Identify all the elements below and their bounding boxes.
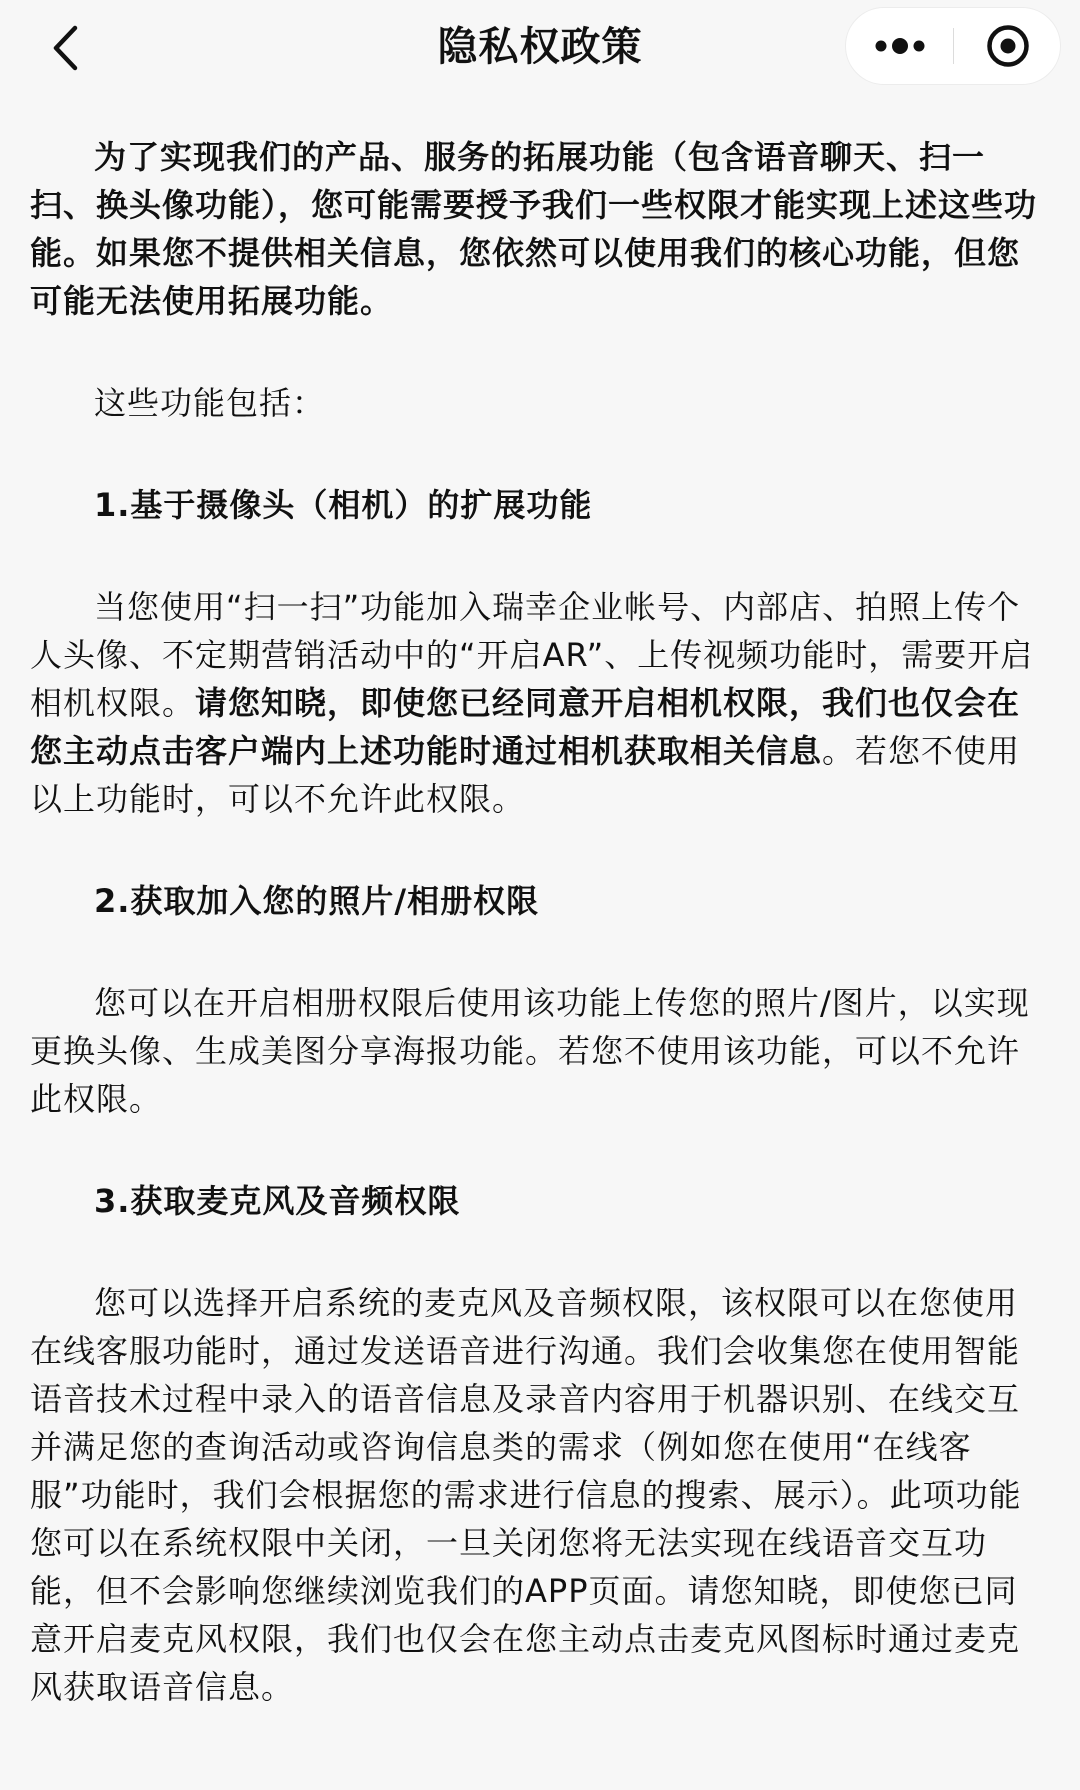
camera-body-start: 当您使用“扫一扫”功能加入瑞幸企业帐号、内部店、拍照上传个人头像、不定期营销活动中的“开启AR”、上传视频功能时，需要开启相机权限。 [30, 588, 1034, 722]
mini-program-capsule [845, 7, 1061, 85]
section-body-microphone: 您可以选择开启系统的麦克风及音频权限，该权限可以在您使用在线客服功能时，通过发送语音进行沟通。我们会收集您在使用智能语音技术过程中录入的语音信息及录音内容用于机器识别、在线交互并满足您的查询活动或咨询信息类的需求（例如您在使用“在线客服”功能时，我们会根据您的需求进行信息的搜索、展示）。此项功能您可以在系统权限中关闭，一旦关闭您将无法实现在线语音交互功能，但不会影响您继续浏览我们的APP页面。请您知晓，即使您已同意开启麦克风权限，我们也仅会在您主动点击麦克风图标时通过麦克风获取语音信息。 [30, 1284, 1022, 1706]
more-dots-icon [873, 36, 927, 56]
chevron-left-icon [50, 25, 80, 71]
section-heading-photos: 2.获取加入您的照片/相册权限 [94, 882, 540, 920]
section-body-photos: 您可以在开启相册权限后使用该功能上传您的照片/图片，以实现更换头像、生成美图分享海报功能。若您不使用该功能，可以不允许此权限。 [30, 984, 1030, 1118]
features-intro: 这些功能包括： [94, 384, 326, 422]
page-title: 隐私权政策 [437, 24, 643, 70]
intro-paragraph: 为了实现我们的产品、服务的拓展功能（包含语音聊天、扫一扫、换头像功能），您可能需要授予我们一些权限才能实现上述这些功能。如果您不提供相关信息，您依然可以使用我们的核心功能，但您可能无法使用拓展功能。 [30, 138, 1038, 320]
more-button[interactable] [846, 8, 953, 84]
section-heading-camera: 1.基于摄像头（相机）的扩展功能 [94, 486, 593, 524]
camera-body-bold: 请您知晓，即使您已经同意开启相机权限，我们也仅会在您主动点击客户端内上述功能时通过相机获取相关信息 [30, 684, 1021, 770]
policy-content [30, 133, 1040, 1765]
section-body-camera [30, 583, 1040, 823]
back-button[interactable] [30, 18, 100, 78]
target-circle-icon [985, 23, 1031, 69]
close-button[interactable] [954, 8, 1061, 84]
navigation-bar [0, 0, 1080, 100]
section-heading-microphone: 3.获取麦克风及音频权限 [94, 1182, 461, 1220]
camera-body-end: 。若您不使用以上功能时，可以不允许此权限。 [30, 732, 1021, 818]
